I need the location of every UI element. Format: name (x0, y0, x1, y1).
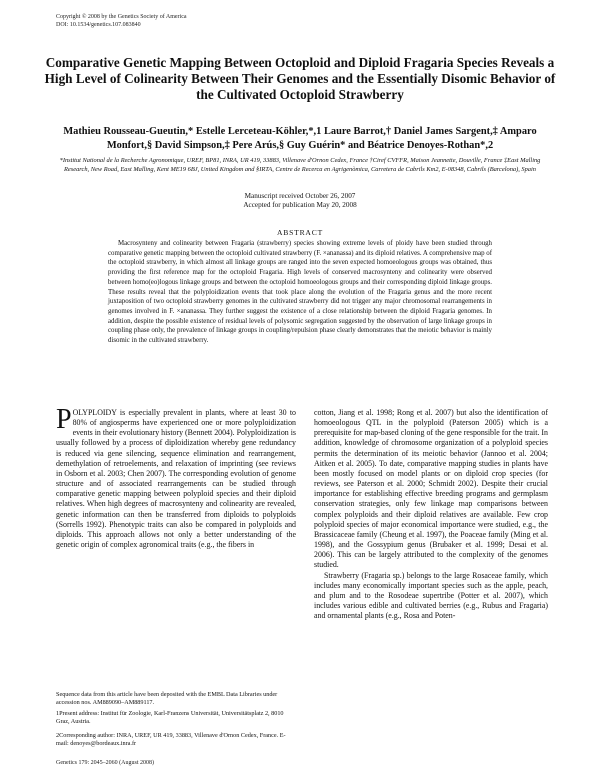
accepted-date: Accepted for publication May 20, 2008 (243, 201, 357, 209)
author-list: Mathieu Rousseau-Gueutin,* Estelle Lerceteau-Köhler,*,1 Laure Barrot,† Daniel James Sargent,‡ Amparo Monfort,§ David Simpson,‡ Pere Arús,§ Guy Guérin* and Béatrice Denoyes-Rothan*,2 (63, 126, 537, 151)
journal-citation: Genetics 179: 2045–2060 (August 2008) (56, 760, 154, 766)
paragraph-strawberry: Strawberry (Fragaria sp.) belongs to the large Rosaceae family, which includes many economically important species such as the apple, peach, and plum and to the Rosodeae supertribe (Potter et al. 2007), which includes various edible and cultivated berries (e.g., Rubus and Fragaria) and ornamental plants (e.g., Rosa and Poten- (314, 570, 548, 621)
drop-cap: P (56, 404, 72, 435)
doi-line: DOI: 10.1534/genetics.107.083840 (56, 21, 141, 28)
copyright-note (56, 14, 187, 29)
body-column-left (56, 404, 296, 550)
copyright-line: Copyright © 2008 by the Genetics Society of America (56, 14, 187, 20)
abstract-heading: ABSTRACT (276, 228, 324, 237)
body-column-right (314, 408, 548, 621)
received-date: Manuscript received October 26, 2007 (244, 192, 356, 200)
first-word: OLYPLOIDY (72, 408, 117, 417)
paragraph-continuation: cotton, Jiang et al. 1998; Rong et al. 2007) but also the identification of homoeologous QTL in the polyploid (Paterson 2005) which is a prerequisite for map-based cloning of the gene responsible for the trait. In addition, knowledge of chromosome organization of a polyploid species permits the determination of its meiotic behavior (Jannoo et al. 2004; Aitken et al. 2005). To date, comparative mapping studies in plants have been mostly focused on model plants or on diploid crop species (for reviews, see Paterson et al. 2000; Schmidt 2002). Despite their crucial importance for establishing effective breeding programs and germplasm conservation strategies, only few linkage map comparisons between complex polyploids and their diploid relatives are available. Few crop polyploid species of major economical importance were studied, e.g., the Brassicaceae family (Cheung et al. 1997), the Poaceae family (Ming et al. 1998), and the Gossypium genus (Brubaker et al. 1999; Desai et al. 2006). This can be largely attributed to the complexity of the genomes studied. (314, 408, 548, 570)
affiliations: *Institut National de la Recherche Agronomique, UREF, BP81, INRA, UR 419, 33883, Villenave d'Ornon Cedex, France †Ciref CVFFR, Maison Jeannette, Douville, France ‡East Malling Research, New Road, East Malling, Kent ME19 6BJ, United Kingdom and §IRTA, Centre de Recerca en Agrigenòmica, Carretera de Cabrils Km2, E-08348, Cabrils (Barcelona), Spain (59, 157, 541, 173)
footnote-corresponding-author: 2Corresponding author: INRA, UREF, UR 419, 33883, Villenave d'Ornon Cedex, France. E-mail: denoyes@bordeaux.inra.fr (56, 732, 286, 747)
paper-title: Comparative Genetic Mapping Between Octoploid and Diploid Fragaria Species Reveals a High Level of Colinearity Between Their Genomes and the Essentially Disomic Behavior of the Cultivated Octoploid Strawberry (44, 55, 556, 102)
footnote-present-address: 1Present address: Institut für Zoologie, Karl-Franzens Universität, Universitätsplatz 2, 8010 Graz, Austria. (56, 710, 284, 725)
intro-paragraph: is especially prevalent in plants, where at least 30 to 80% of angiosperms have experienced one or more polyploidization events in their evolutionary history (Bennett 2004). Polyploidization is usually followed by a process of diploidization whereby gene redundancy is reduced via gene silencing, sequence elimination and rearrangement, demethylation of retroelements, and relaxation of imprinting (see reviews in Osborn et al. 2003; Chen 2007). The corresponding evolution of genome structure and of associated rearrangements can be studied through comparative genetic mapping between polyploid species and their diploid relatives. When high degrees of macrosynteny and colinearity are revealed, genetic information can then be transferred from diploids to polyploids (Sorrells 1992). Phenotypic traits can also be compared in polyploids and diploids. This approach allows not only a better understanding of the genetic origin of complex agronomical traits (e.g., the fibers in (56, 408, 296, 550)
footnote-sequence-data: Sequence data from this article have been deposited with the EMBL Data Libraries under accession nos. AM889090–AM889117. (56, 691, 278, 706)
abstract-text: Macrosynteny and colinearity between Fragaria (strawberry) species showing extreme levels of ploidy have been studied through comparative genetic mapping between the octoploid cultivated strawberry (F. ×ananassa) and its diploid relatives. A comprehensive map of the octoploid strawberry, in which almost all linkage groups are ranged into the seven expected homoeologous groups was obtained, thus providing the first reference map for the octoploid Fragaria. High levels of conserved macrosynteny and colinearity were observed between homo(eo)logous linkage groups and between the octoploid homoeologous groups and their corresponding diploid linkage groups. These results reveal that the polyploidization events that took place along the evolution of the Fragaria genus and the more recent juxtaposition of two octoploid strawberry genomes in the cultivated strawberry did not trigger any major chromosomal rearrangements in genomes involved in F. ×ananassa. They further suggest the existence of a close relationship between the diploid Fragaria genomes. In addition, despite the possible existence of residual levels of polysomic segregation suggested by the observation of large linkage groups in coupling phase only, the prevalence of linkage groups in coupling/repulsion phase clearly demonstrates that the meiotic behavior is mainly disomic in the cultivated strawberry. (108, 240, 492, 345)
manuscript-dates (150, 192, 450, 210)
